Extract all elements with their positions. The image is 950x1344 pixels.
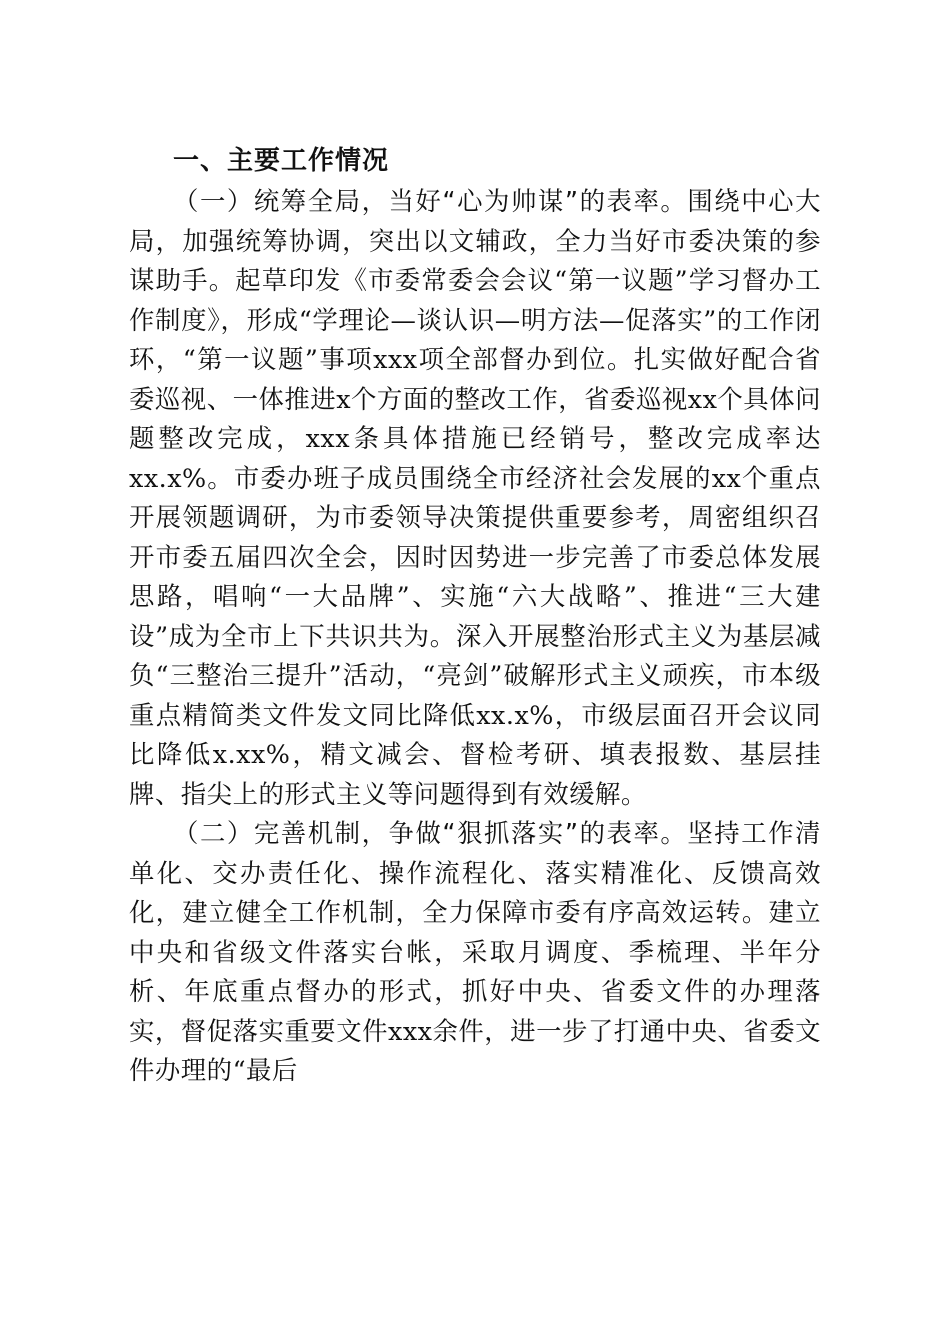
paragraph-1-lead: （一）统筹全局，当好“心为帅谋”的表率。	[173, 186, 688, 216]
paragraph-1-body: 围绕中心大局，加强统筹协调，突出以文辅政，全力当好市委决策的参谋助手。起草印发《市委常委会会议“第一议题”学习督办工作制度》，形成“学理论—谈认识—明方法—促落实”的工作闭环，“第一议题”事项xxx项全部督办到位。扎实做好配合省委巡视、一体推进x个方面的整改工作，省委巡视xx个具体问题整改完成，xxx条具体措施已经销号，整改完成率达xx.x%。市委办班子成员围绕全市经济社会发展的xx个重点开展领题调研，为市委领导决策提供重要参考，周密组织召开市委五届四次全会，因时因势进一步完善了市委总体发展思路，唱响“一大品牌”、实施“六大战略”、推进“三大建设”成为全市上下共识共为。深入开展整治形式主义为基层减负“三整治三提升”活动，“亮剑”破解形式主义顽疾，市本级重点精简类文件发文同比降低xx.x%，市级层面召开会议同比降低x.xx%，精文减会、督检考研、填表报数、基层挂牌、指尖上的形式主义等问题得到有效缓解。	[129, 186, 821, 809]
paragraph-2-body: 坚持工作清单化、交办责任化、操作流程化、落实精准化、反馈高效化，建立健全工作机制，全力保障市委有序高效运转。建立中央和省级文件落实台帐，采取月调度、季梳理、半年分析、年底重点督办的形式，抓好中央、省委文件的办理落实，督促落实重要文件xxx余件，进一步了打通中央、省委文件办理的“最后	[129, 818, 821, 1085]
section-heading: 一、主要工作情况	[173, 146, 390, 176]
paragraph-2	[129, 814, 821, 1091]
paragraph-1	[129, 182, 821, 814]
paragraph-2-lead: （二）完善机制，争做“狠抓落实”的表率。	[173, 818, 688, 848]
document-page	[129, 140, 821, 1091]
